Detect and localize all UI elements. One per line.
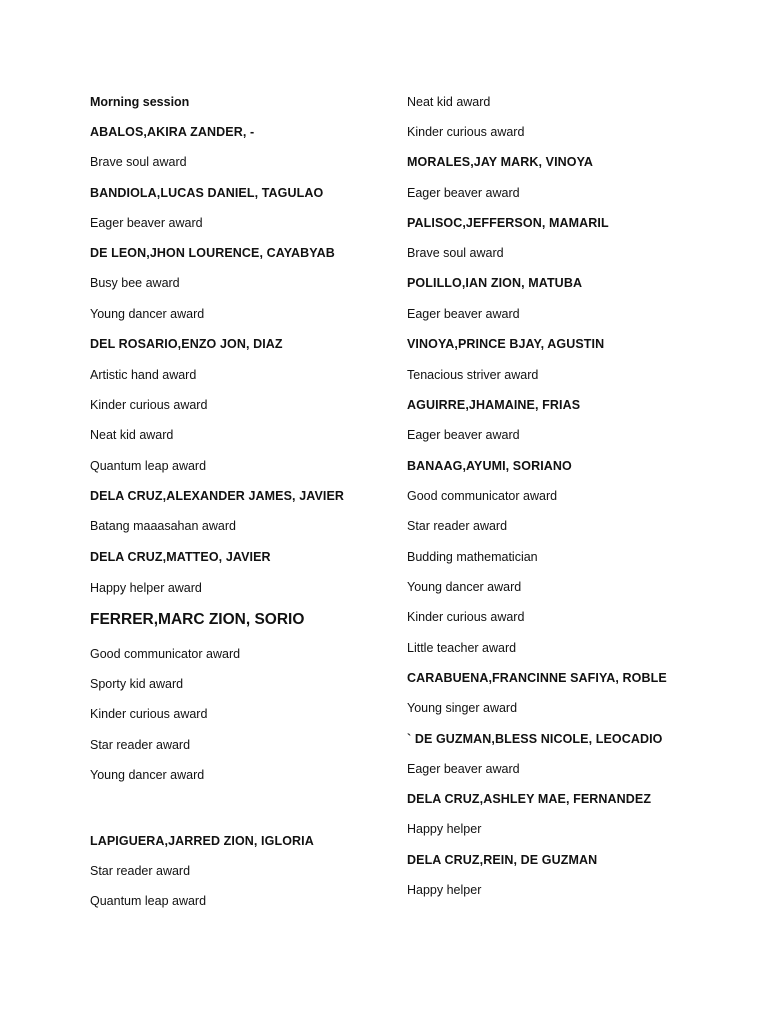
student-name: BANAAG,AYUMI, SORIANO [407, 459, 572, 473]
award-line: Good communicator award [90, 647, 241, 661]
award-line: Neat kid award [407, 95, 491, 109]
award-line: Quantum leap award [90, 894, 207, 908]
award-line: Busy bee award [90, 276, 180, 290]
award-line: Young dancer award [90, 307, 205, 321]
student-name: PALISOC,JEFFERSON, MAMARIL [407, 216, 609, 230]
student-name: FERRER,MARC ZION, SORIO [90, 611, 305, 628]
award-line: Brave soul award [407, 246, 504, 260]
award-line: Tenacious striver award [407, 368, 539, 382]
award-line: Happy helper award [90, 581, 202, 595]
award-line: Eager beaver award [90, 216, 203, 230]
student-name: DEL ROSARIO,ENZO JON, DIAZ [90, 337, 283, 351]
award-line: Kinder curious award [90, 707, 208, 721]
student-name: DELA CRUZ,ASHLEY MAE, FERNANDEZ [407, 792, 652, 806]
award-line: Eager beaver award [407, 186, 520, 200]
award-line: Good communicator award [407, 489, 558, 503]
award-line: Little teacher award [407, 641, 517, 655]
award-line: Kinder curious award [407, 125, 525, 139]
session-heading: Morning session [90, 95, 190, 109]
award-line: Kinder curious award [90, 398, 208, 412]
student-name: AGUIRRE,JHAMAINE, FRIAS [407, 398, 581, 412]
award-line: Kinder curious award [407, 610, 525, 624]
award-line: Budding mathematician [407, 550, 538, 564]
student-name: MORALES,JAY MARK, VINOYA [407, 155, 594, 169]
award-line: Star reader award [407, 519, 508, 533]
student-name: DELA CRUZ,MATTEO, JAVIER [90, 550, 271, 564]
student-name: BANDIOLA,LUCAS DANIEL, TAGULAO [90, 186, 324, 200]
award-line: Eager beaver award [407, 762, 520, 776]
award-line: Happy helper [407, 822, 482, 836]
award-line: Quantum leap award [90, 459, 207, 473]
student-name: DELA CRUZ,ALEXANDER JAMES, JAVIER [90, 489, 345, 503]
award-line: Neat kid award [90, 428, 174, 442]
award-line: Batang maaasahan award [90, 519, 236, 533]
student-name: CARABUENA,FRANCINNE SAFIYA, ROBLE [407, 671, 667, 685]
award-line: Happy helper [407, 883, 482, 897]
award-line: Young dancer award [90, 768, 205, 782]
award-line: Eager beaver award [407, 307, 520, 321]
student-name: ABALOS,AKIRA ZANDER, - [90, 125, 255, 139]
award-line: Star reader award [90, 864, 191, 878]
student-name: POLILLO,IAN ZION, MATUBA [407, 276, 583, 290]
award-line: Young singer award [407, 701, 518, 715]
award-line: Young dancer award [407, 580, 522, 594]
student-name: DE LEON,JHON LOURENCE, CAYABYAB [90, 246, 335, 260]
award-line: Sporty kid award [90, 677, 184, 691]
student-name: ` DE GUZMAN,BLESS NICOLE, LEOCADIO [407, 732, 663, 746]
award-line: Brave soul award [90, 155, 187, 169]
award-line: Star reader award [90, 738, 191, 752]
award-line: Eager beaver award [407, 428, 520, 442]
student-name: LAPIGUERA,JARRED ZION, IGLORIA [90, 834, 314, 848]
award-line: Artistic hand award [90, 368, 197, 382]
student-name: VINOYA,PRINCE BJAY, AGUSTIN [407, 337, 605, 351]
student-name: DELA CRUZ,REIN, DE GUZMAN [407, 853, 598, 867]
